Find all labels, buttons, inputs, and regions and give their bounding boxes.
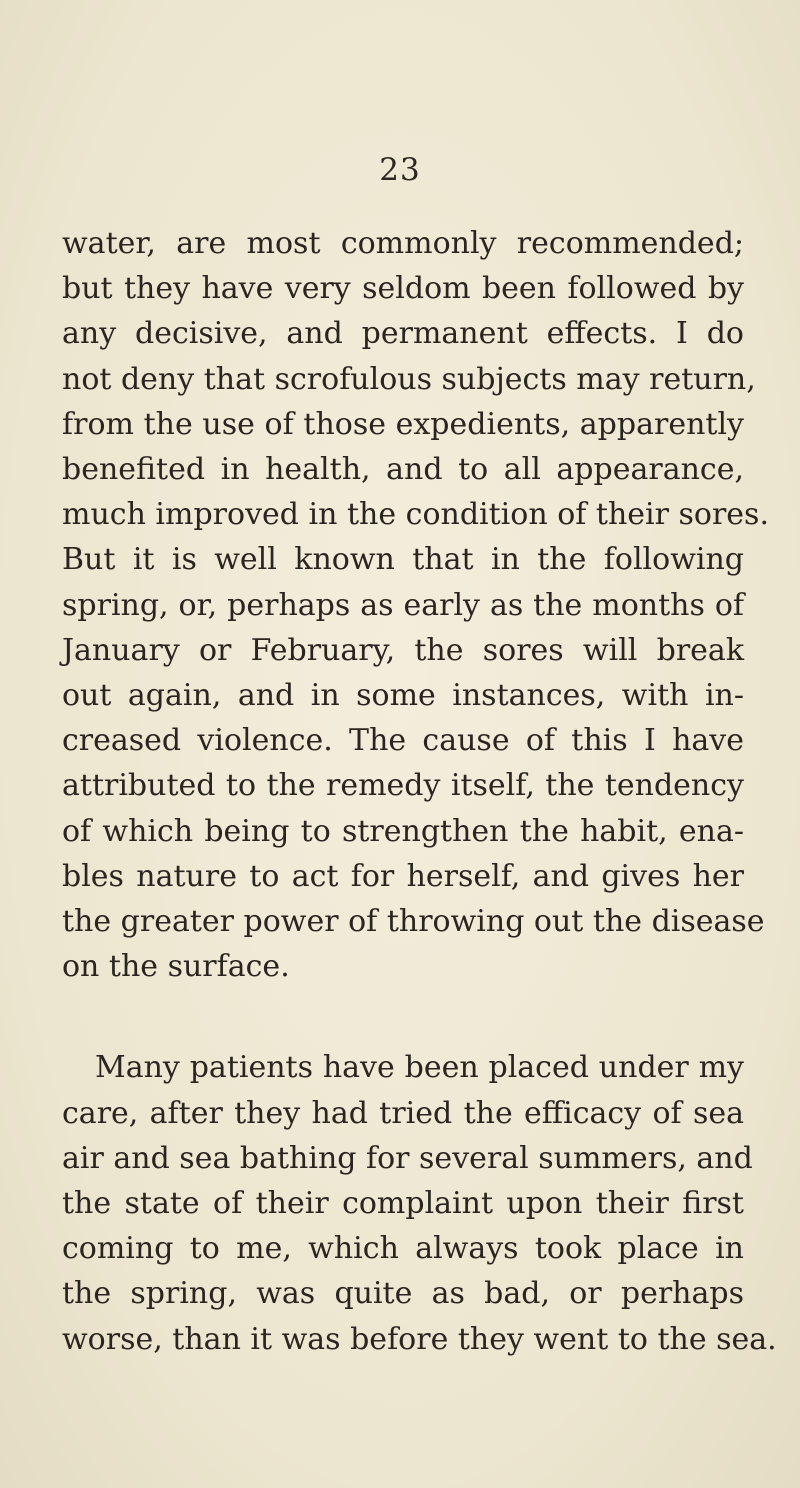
body-text bbox=[62, 221, 777, 1362]
text-line: out again, and in some instances, with in- bbox=[62, 678, 744, 714]
text-line: creased violence. The cause of this I have bbox=[62, 723, 744, 759]
paragraph-2 bbox=[62, 1045, 777, 1361]
text-line: the greater power of throwing out the disease bbox=[62, 904, 765, 940]
page-number: 23 bbox=[379, 152, 421, 188]
text-line: the spring, was quite as bad, or perhaps bbox=[62, 1276, 744, 1312]
text-line: January or February, the sores will break bbox=[62, 632, 744, 668]
text-line: benefited in health, and to all appearance, bbox=[62, 452, 744, 488]
text-line: attributed to the remedy itself, the tendency bbox=[62, 768, 744, 804]
text-line: bles nature to act for herself, and gives her bbox=[62, 858, 744, 894]
text-line: But it is well known that in the following bbox=[62, 542, 744, 578]
text-line: care, after they had tried the efficacy of sea bbox=[62, 1095, 744, 1131]
text-line: spring, or, perhaps as early as the months of bbox=[62, 587, 744, 623]
text-line: air and sea bathing for several summers, and bbox=[62, 1140, 753, 1176]
text-line: not deny that scrofulous subjects may return, bbox=[62, 361, 756, 397]
text-line: water, are most commonly recommended; bbox=[62, 226, 744, 261]
text-line: the state of their complaint upon their first bbox=[62, 1186, 744, 1222]
text-line: from the use of those expedients, apparently bbox=[62, 406, 744, 442]
text-line: of which being to strengthen the habit, ena- bbox=[62, 813, 744, 849]
text-line: much improved in the condition of their sores. bbox=[62, 497, 769, 533]
paragraph-spacer bbox=[62, 989, 744, 1045]
text-line: coming to me, which always took place in bbox=[62, 1231, 744, 1267]
text-line: but they have very seldom been followed by bbox=[62, 271, 744, 307]
text-line: worse, than it was before they went to the sea. bbox=[62, 1321, 777, 1357]
text-line: Many patients have been placed under my bbox=[95, 1050, 744, 1086]
paragraph-1 bbox=[62, 221, 769, 989]
text-line: on the surface. bbox=[62, 949, 290, 985]
text-line: any decisive, and permanent effects. I do bbox=[62, 316, 744, 352]
